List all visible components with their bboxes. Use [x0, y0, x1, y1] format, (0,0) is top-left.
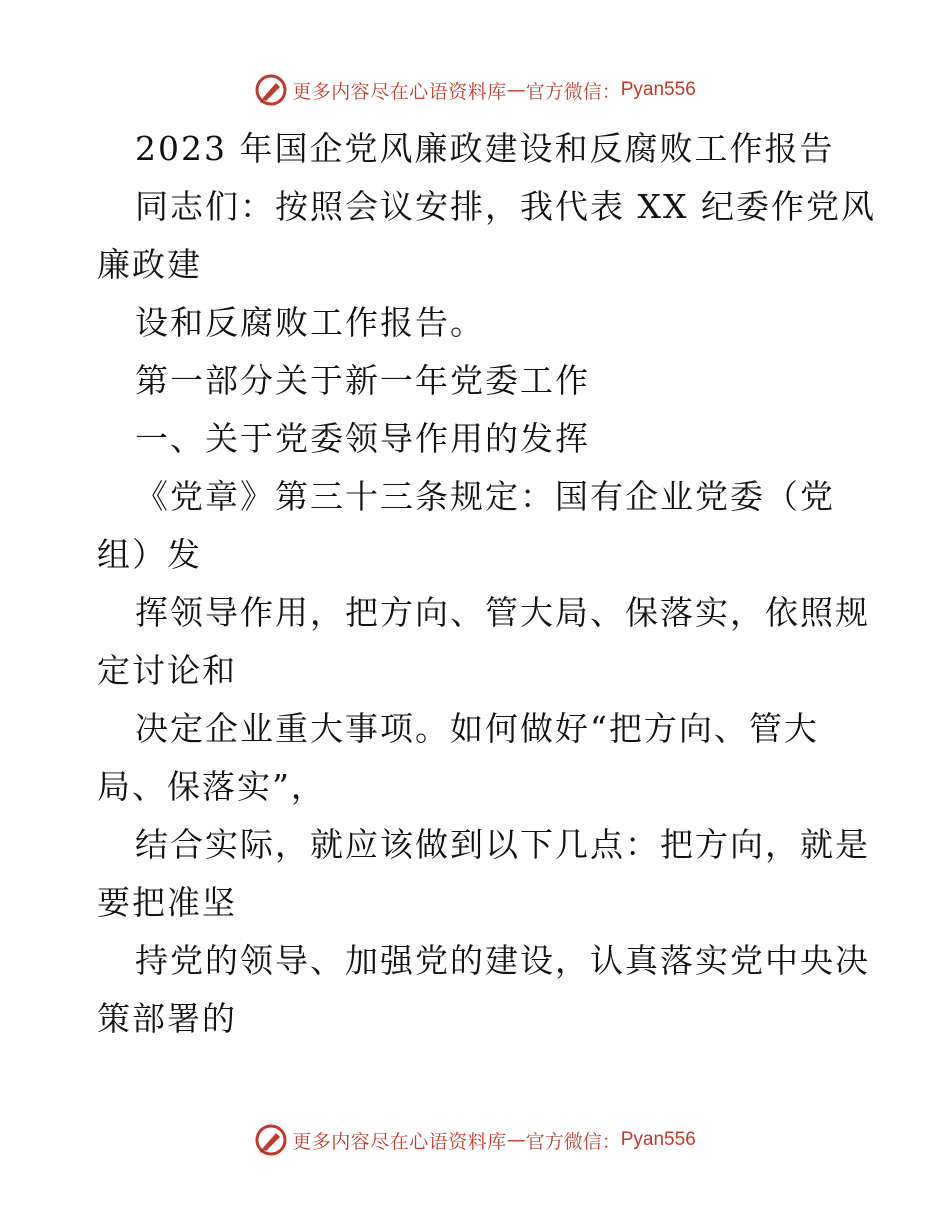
- paragraph-wrap-line: 定讨论和: [97, 651, 237, 690]
- banner-text: 更多内容尽在心语资料库: [292, 80, 507, 103]
- paragraph-line: 《党章》第三十三条规定：国有企业党委（党: [135, 477, 835, 516]
- title-text: 2023 年国企党风廉政建设和反腐败工作报告: [135, 129, 835, 168]
- footer-banner: [0, 1122, 950, 1158]
- pen-logo-icon: [254, 1123, 288, 1157]
- banner-dash: —: [506, 79, 526, 101]
- paragraph-wrap-line: 廉政建: [97, 245, 202, 284]
- banner-wechat-id: Pyan556: [620, 1129, 696, 1150]
- paragraph-line: 决定企业重大事项。如何做好“把方向、管大: [135, 709, 819, 748]
- paragraph-line: 持党的领导、加强党的建设，认真落实党中央决: [135, 941, 870, 980]
- paragraph-line: 一、关于党委领导作用的发挥: [135, 419, 590, 458]
- paragraph-wrap-line: 组）发: [97, 535, 202, 574]
- paragraph-line: 同志们：按照会议安排，我代表 XX 纪委作党风: [135, 187, 876, 226]
- section-heading: [97, 352, 857, 410]
- paragraph-wrap-line: 策部署的: [97, 999, 237, 1038]
- paragraph-wrap-line: 局、保落实”，: [97, 767, 326, 806]
- banner-wechat-id: Pyan556: [620, 79, 696, 100]
- subsection-heading: [97, 410, 857, 468]
- document-title: [97, 120, 857, 178]
- paragraph: [97, 294, 857, 352]
- paragraph: [97, 932, 870, 1048]
- paragraph: [97, 584, 870, 700]
- document-body: [97, 120, 876, 1048]
- paragraph: [97, 468, 857, 584]
- banner-wechat-label: 官方微信：: [525, 1130, 621, 1153]
- paragraph-line: 挥领导作用，把方向、管大局、保落实，依照规: [135, 593, 870, 632]
- banner-text: 更多内容尽在心语资料库: [292, 1130, 507, 1153]
- pen-logo-icon: [254, 73, 288, 107]
- paragraph: [97, 700, 857, 816]
- paragraph-wrap-line: 要把准坚: [97, 883, 237, 922]
- paragraph: [97, 178, 876, 294]
- banner-dash: —: [506, 1129, 526, 1151]
- paragraph-line: 第一部分关于新一年党委工作: [135, 361, 590, 400]
- paragraph-line: 结合实际，就应该做到以下几点：把方向，就是: [135, 825, 870, 864]
- header-banner: [0, 72, 950, 108]
- paragraph: [97, 816, 870, 932]
- paragraph-line: 设和反腐败工作报告。: [135, 303, 485, 342]
- banner-wechat-label: 官方微信：: [525, 80, 621, 103]
